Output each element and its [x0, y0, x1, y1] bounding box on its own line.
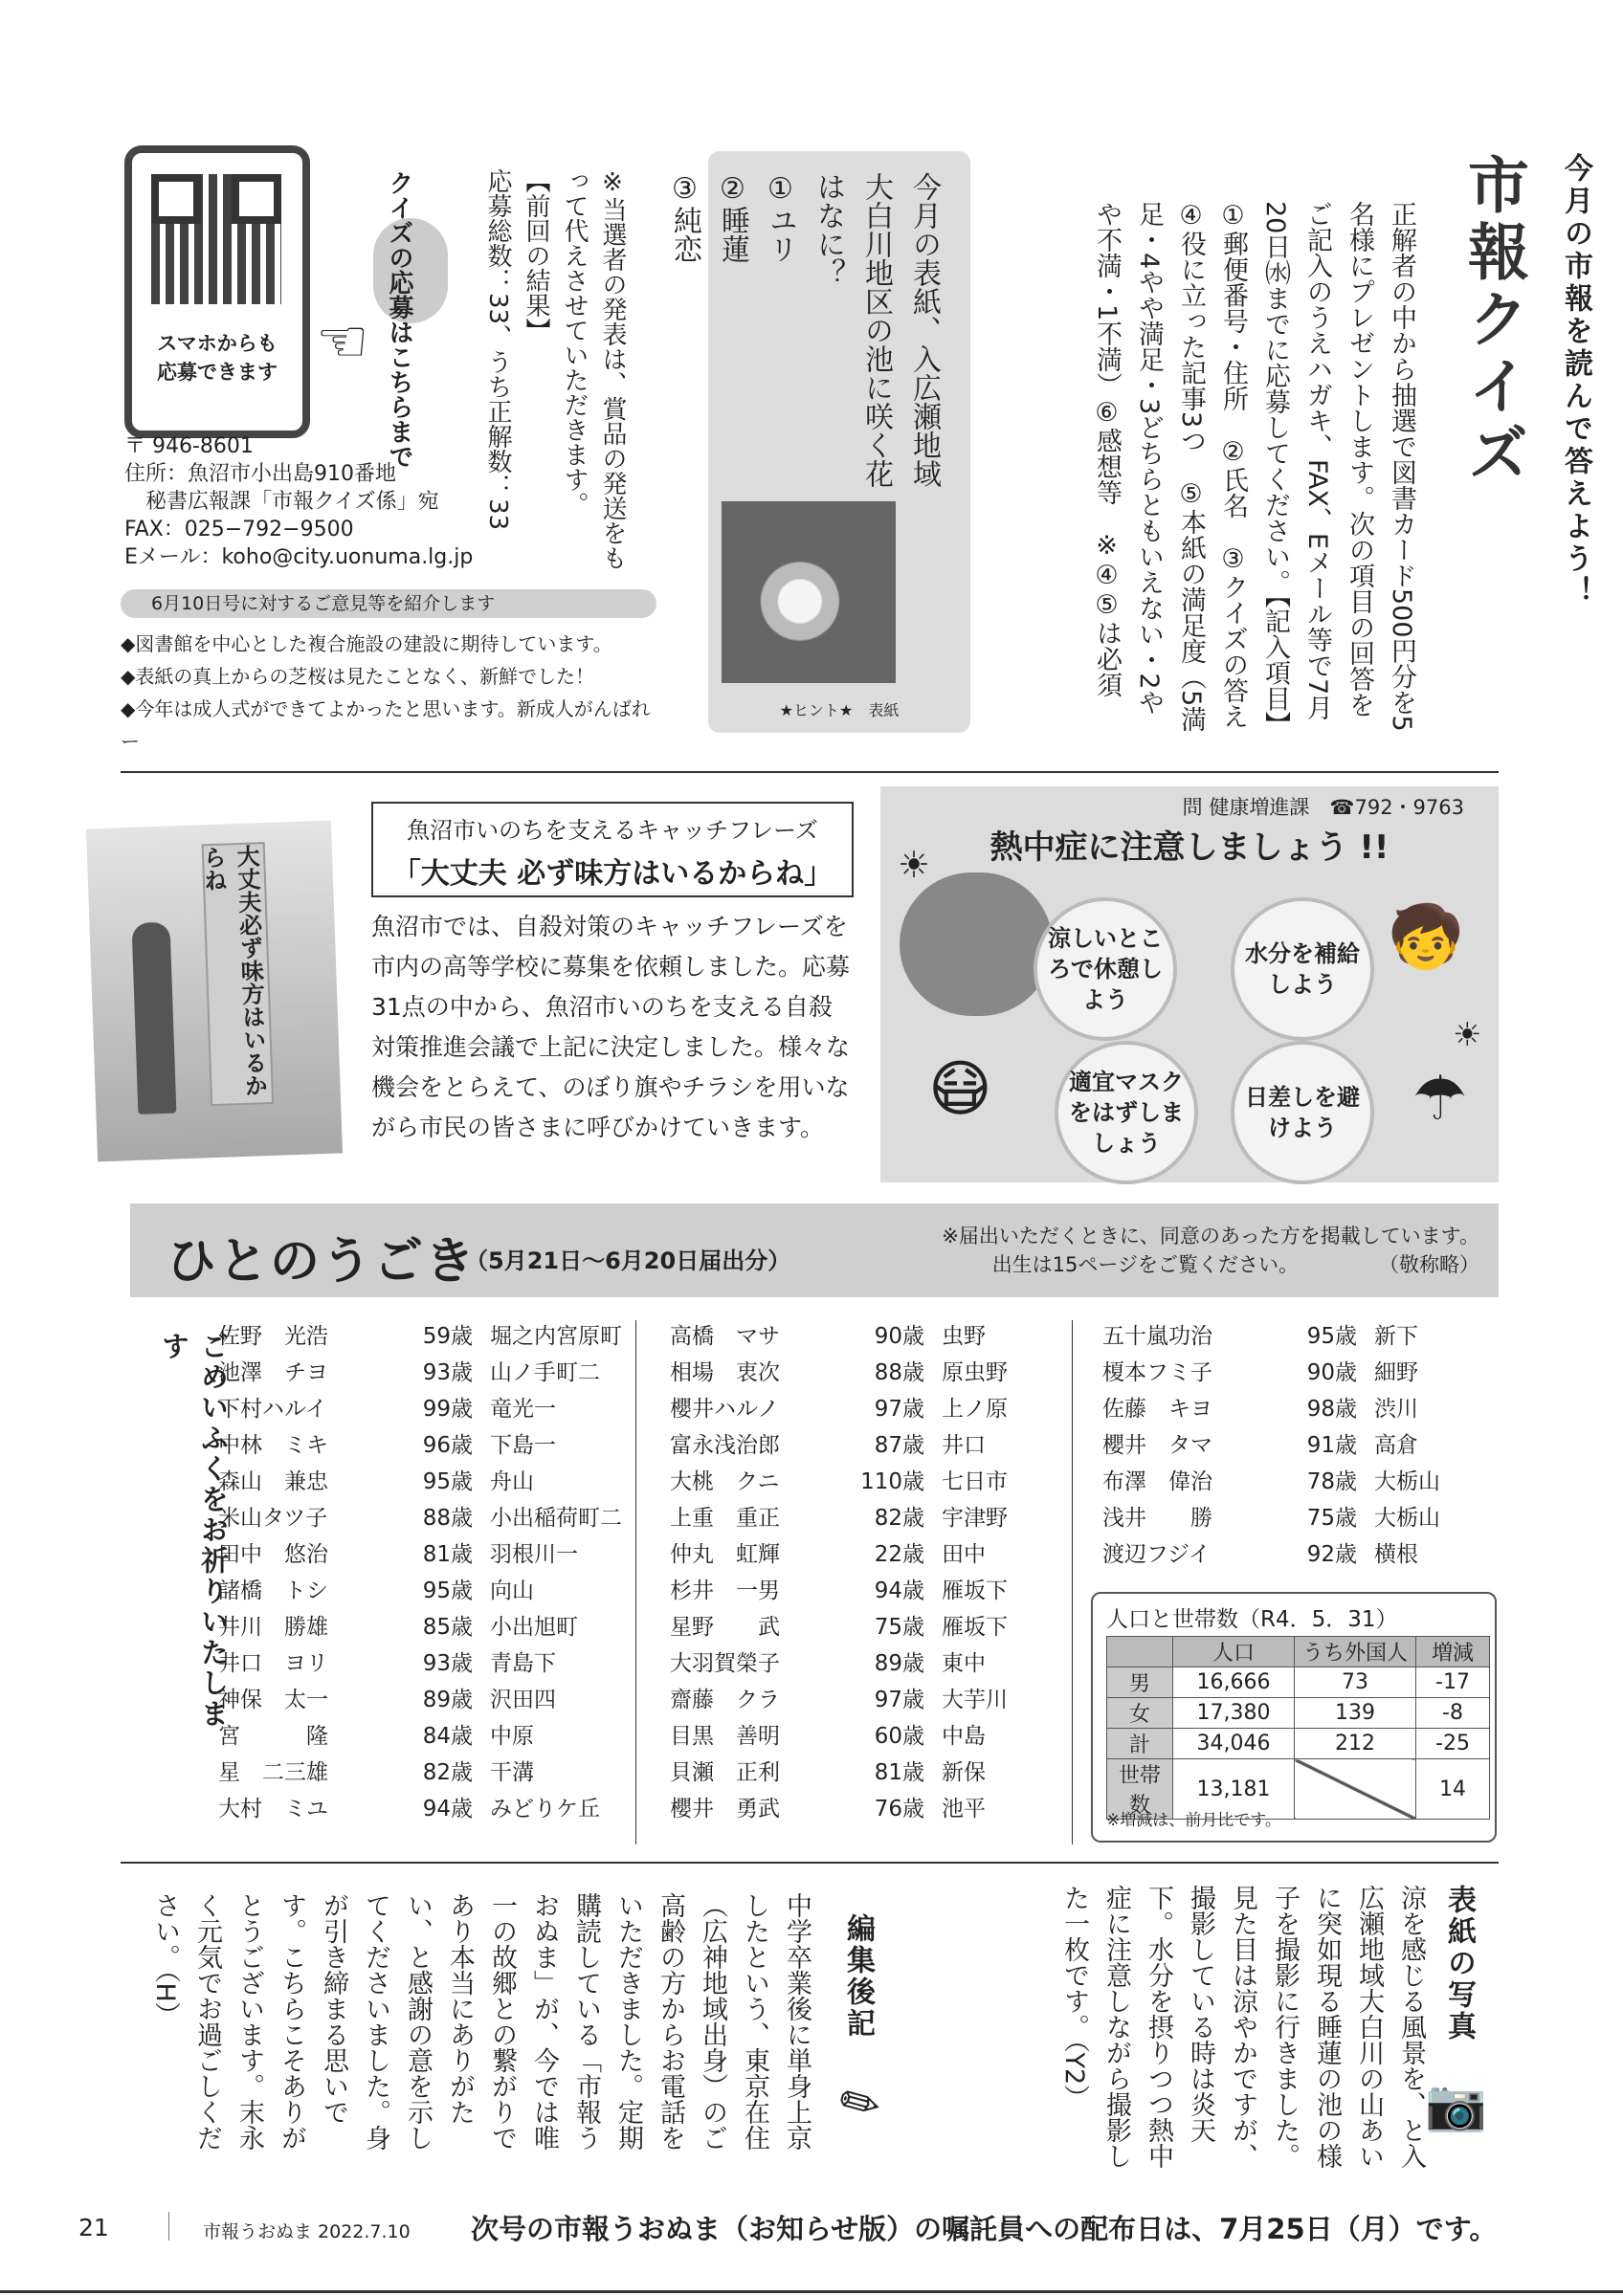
quiz-question-text: 今月の表紙、入広瀬地域大白川地区の池に咲く花はなに？ [812, 172, 941, 488]
obituary-age: 89歳 [874, 1651, 924, 1676]
qr-code-icon[interactable] [151, 174, 281, 304]
obituary-name: 佐野 光浩 [218, 1324, 328, 1349]
obituary-row [218, 1791, 634, 1827]
obituary-place: 高倉 [1374, 1433, 1418, 1458]
obituary-column-1 [218, 1318, 634, 1827]
obituary-row [670, 1500, 1085, 1536]
movements-note-2: 出生は15ページをご覧ください。 （敬称略） [991, 1253, 1479, 1276]
section-divider [121, 771, 1499, 773]
obituary-age: 93歳 [422, 1651, 473, 1676]
obituary-age: 90歳 [874, 1324, 924, 1349]
quiz-option-2: ②睡蓮 [716, 172, 749, 263]
obituary-age: 92歳 [1306, 1542, 1357, 1567]
obituary-age: 87歳 [874, 1433, 924, 1458]
street-address: 住所：魚沼市小出島910番地 [124, 462, 396, 486]
obituary-place: 虫野 [942, 1324, 986, 1349]
quiz-option-1: ①ユリ [764, 172, 797, 263]
obituary-name: 下村ハルイ [218, 1397, 327, 1422]
sun-icon: ☀ [898, 844, 931, 886]
quiz-note-text: ※当選者の発表は、賞品の発送をもって代えさせていただきます。 [560, 168, 627, 570]
obituary-row [670, 1318, 1085, 1355]
publication-info: 市報うおぬま 2022.7.10 [203, 2221, 411, 2242]
change-value: -8 [1416, 1698, 1490, 1729]
table-header-row [1107, 1637, 1490, 1667]
quiz-option-3: ③純恋 [668, 172, 701, 263]
population-value: 34,046 [1173, 1729, 1295, 1759]
obituary-row [1102, 1500, 1518, 1536]
obituary-age: 59歳 [422, 1324, 473, 1349]
obituary-name: 諸橋 トシ [218, 1578, 328, 1603]
table-header: 増減 [1416, 1637, 1490, 1667]
column-divider [1072, 1320, 1073, 1844]
obituary-row [218, 1645, 634, 1682]
obituary-name: 神保 太一 [218, 1688, 328, 1712]
mask-child-icon: 😷 [928, 1054, 992, 1125]
obituary-age: 99歳 [422, 1397, 473, 1422]
editor-heading: 編集後記 [841, 1913, 875, 2040]
obituary-row [670, 1391, 1085, 1427]
smartphone-frame [124, 145, 310, 438]
population-box [1091, 1592, 1497, 1843]
obituary-name: 大村 ミユ [218, 1797, 328, 1821]
obituary-row [218, 1318, 634, 1355]
obituary-name: 布澤 偉治 [1102, 1469, 1212, 1494]
heat-tip-rest: 涼しいところで休憩しよう [1034, 897, 1177, 1041]
population-title: 人口と世帯数（R4．5．31） [1106, 1607, 1398, 1632]
obituary-name: 櫻井ハルノ [670, 1397, 780, 1422]
obituary-age: 60歳 [874, 1724, 924, 1749]
foreign-value: 73 [1295, 1667, 1416, 1698]
table-header [1107, 1637, 1173, 1667]
cover-photo-body: 涼を感じる風景を、と入広瀬地域大白川の山あいに突如現る睡蓮の池の様子を撮影に行きました。見た目は涼やかですが、撮影している時は炎天下。水分を摂りつつ熱中症に注意しながら撮影した一枚です。（Y2） [1059, 1885, 1426, 2169]
obituary-place: 田中 [942, 1542, 986, 1567]
obituary-age: 98歳 [1306, 1397, 1357, 1422]
obituary-row [670, 1791, 1085, 1827]
obituary-name: 榎本フミ子 [1102, 1360, 1212, 1385]
prev-result: 応募総数：33、うち正解数：33 [483, 168, 512, 531]
row-label: 計 [1107, 1729, 1173, 1759]
obituary-place: 小出稲荷町二 [490, 1506, 622, 1531]
obituary-age: 96歳 [422, 1433, 473, 1458]
population-table [1106, 1636, 1490, 1820]
quiz-notes [478, 168, 632, 580]
population-value: 17,380 [1173, 1698, 1295, 1729]
obituary-name: 齋藤 クラ [670, 1688, 780, 1712]
heatstroke-contact: 問 健康増進課 ☎792・9763 [1182, 796, 1464, 819]
obituary-place: 沢田四 [490, 1688, 556, 1712]
quiz-address [124, 432, 473, 571]
obituary-name: 大桃 クニ [670, 1469, 780, 1494]
obituary-row [1102, 1536, 1518, 1573]
fax-number: FAX：025−792−9500 [124, 518, 354, 541]
obituary-row [218, 1682, 634, 1718]
obituary-age: 84歳 [422, 1724, 473, 1749]
obituary-row [670, 1536, 1085, 1573]
obituary-age: 85歳 [422, 1615, 473, 1640]
obituary-column-2 [670, 1318, 1085, 1827]
heat-tip-mask: 適宜マスクをはずしましょう [1055, 1041, 1198, 1184]
obituary-place: 細野 [1374, 1360, 1418, 1385]
obituary-row [670, 1755, 1085, 1791]
camera-icon: 📷 [1425, 2077, 1487, 2134]
obituary-place: 新保 [942, 1760, 986, 1785]
qr-caption [132, 329, 302, 386]
obituary-row [218, 1755, 634, 1791]
obituary-name: 杉井 一男 [670, 1578, 780, 1603]
obituary-row [670, 1718, 1085, 1755]
obituary-age: 93歳 [422, 1360, 473, 1385]
obituary-name: 櫻井 勇武 [670, 1797, 780, 1821]
obituary-place: 宇津野 [942, 1506, 1008, 1531]
obituary-place: 新下 [1374, 1324, 1418, 1349]
quiz-kicker: 今月の市報を読んで答えよう！ [1559, 153, 1592, 608]
table-row [1107, 1667, 1490, 1698]
umbrella-child-icon: ☂ [1412, 1064, 1468, 1135]
obituary-name: 中林 ミキ [218, 1433, 328, 1458]
catchphrase-heading [371, 802, 854, 897]
obituary-age: 82歳 [422, 1760, 473, 1785]
quiz-hint: ★ヒント★ 表紙 [779, 701, 900, 719]
obituary-place: 中島 [942, 1724, 986, 1749]
catchphrase-photo [86, 821, 343, 1162]
obituary-place: 雁坂下 [942, 1578, 1008, 1603]
obituary-place: 羽根川一 [490, 1542, 578, 1567]
tree-illustration [900, 872, 1053, 1016]
obituary-name: 仲丸 虹輝 [670, 1542, 780, 1567]
obituary-age: 81歳 [422, 1542, 473, 1567]
obituary-place: 大芋川 [942, 1688, 1008, 1712]
obituary-age: 82歳 [874, 1506, 924, 1531]
row-label: 世帯数 [1107, 1759, 1173, 1820]
obituary-place: 雁坂下 [942, 1615, 1008, 1640]
obituary-age: 76歳 [874, 1797, 924, 1821]
obituary-place: 舟山 [490, 1469, 534, 1494]
obituary-name: 渡辺フジイ [1102, 1542, 1211, 1567]
obituary-row [1102, 1355, 1518, 1391]
obituary-place: 大栃山 [1374, 1469, 1440, 1494]
pointing-hand-icon: ☜ [316, 306, 369, 376]
obituary-name: 富永浅治郎 [670, 1433, 780, 1458]
feedback-item: ◆表紙の真上からの芝桜は見たことなく、新鮮でした！ [121, 665, 594, 688]
postal-code: 〒 946-8601 [124, 434, 254, 458]
obituary-age: 88歳 [874, 1360, 924, 1385]
obituary-row [218, 1500, 634, 1536]
obituary-age: 75歳 [1306, 1506, 1357, 1531]
catchphrase-subtitle: 魚沼市いのちを支えるキャッチフレーズ [407, 817, 818, 844]
qr-caption-line-2: 応募できます [157, 361, 278, 384]
person-figure [131, 922, 176, 1115]
obituary-age: 78歳 [1306, 1469, 1357, 1494]
obituary-row [218, 1391, 634, 1427]
obituary-row [218, 1355, 634, 1391]
table-header: 人口 [1173, 1637, 1295, 1667]
obituary-age: 89歳 [422, 1688, 473, 1712]
page-number: 21 [78, 2214, 109, 2241]
prev-result-label: 【前回の結果】 [522, 168, 550, 342]
obituary-age: 94歳 [422, 1797, 473, 1821]
obituary-row [670, 1464, 1085, 1500]
obituary-age: 91歳 [1306, 1433, 1357, 1458]
obituary-row [218, 1427, 634, 1464]
cover-photo-heading: 表紙の写真 [1442, 1885, 1476, 2042]
feedback-header: 6月10日号に対するご意見等を紹介します [121, 589, 656, 618]
obituary-place: 干溝 [490, 1760, 534, 1785]
heatstroke-title: 熱中症に注意しましょう !! [989, 828, 1390, 867]
condolence-text: ごめいふくをお祈りいたします [158, 1332, 230, 1730]
obituary-row [670, 1427, 1085, 1464]
obituary-row [218, 1464, 634, 1500]
row-label: 女 [1107, 1698, 1173, 1729]
obituary-name: 星野 武 [670, 1615, 780, 1640]
footer-divider [168, 2212, 169, 2241]
obituary-place: 向山 [490, 1578, 534, 1603]
obituary-place: 堀之内宮原町 [490, 1324, 622, 1349]
heatstroke-panel [880, 786, 1499, 1182]
households-foreign [1295, 1759, 1416, 1820]
obituary-name: 五十嵐功治 [1102, 1324, 1212, 1349]
obituary-name: 浅井 勝 [1102, 1506, 1212, 1531]
obituary-row [670, 1645, 1085, 1682]
obituary-place: 七日市 [942, 1469, 1008, 1494]
foreign-value: 212 [1295, 1729, 1416, 1759]
change-value: -25 [1416, 1729, 1490, 1759]
row-label: 男 [1107, 1667, 1173, 1698]
obituary-age: 97歳 [874, 1397, 924, 1422]
households-value: 13,181 [1173, 1759, 1295, 1820]
email-address[interactable]: Eメール：koho@city.uonuma.lg.jp [124, 545, 474, 569]
obituary-name: 宮 隆 [218, 1724, 328, 1749]
obituary-name: 目黒 善明 [670, 1724, 780, 1749]
heat-tip-water: 水分を補給しよう [1231, 897, 1374, 1041]
movements-title: ひとのうごき [167, 1233, 478, 1291]
obituary-name: 池澤 チヨ [218, 1360, 328, 1385]
obituary-name: 高橋 マサ [670, 1324, 780, 1349]
obituary-place: 上ノ原 [942, 1397, 1008, 1422]
obituary-place: 下島一 [490, 1433, 556, 1458]
obituary-age: 94歳 [874, 1578, 924, 1603]
obituary-name: 大羽賀榮子 [670, 1651, 780, 1676]
obituary-place: 原虫野 [942, 1360, 1008, 1385]
obituary-age: 22歳 [874, 1542, 924, 1567]
obituary-place: 池平 [942, 1797, 986, 1821]
obituary-row [670, 1573, 1085, 1609]
obituary-name: 田中 悠治 [218, 1542, 328, 1567]
obituary-name: 相場 衷次 [670, 1360, 780, 1385]
obituary-name: 井口 ヨリ [218, 1651, 328, 1676]
obituary-place: 青島下 [490, 1651, 556, 1676]
movements-header [130, 1203, 1499, 1297]
heat-tip-shade: 日差しを避けよう [1231, 1041, 1374, 1184]
obituary-age: 81歳 [874, 1760, 924, 1785]
pen-icon: ✎ [829, 2069, 892, 2138]
feedback-item: ◆図書館を中心とした複合施設の建設に期待しています。 [121, 632, 612, 655]
banner-flag: 大丈夫必ず味方はいるからね [202, 842, 275, 1106]
obituary-place: 山ノ手町二 [490, 1360, 600, 1385]
drinking-child-icon: 🧒 [1388, 902, 1464, 973]
obituary-row [218, 1536, 634, 1573]
obituary-row [1102, 1464, 1518, 1500]
obituary-name: 星 二三雄 [218, 1760, 328, 1785]
households-change: 14 [1416, 1759, 1490, 1820]
table-row [1107, 1729, 1490, 1759]
obituary-name: 櫻井 タマ [1102, 1433, 1212, 1458]
column-divider [635, 1320, 636, 1844]
obituary-place: 渋川 [1374, 1397, 1418, 1422]
obituary-age: 90歳 [1306, 1360, 1357, 1385]
obituary-name: 井川 勝雄 [218, 1615, 328, 1640]
obituary-age: 97歳 [874, 1688, 924, 1712]
population-note: ※増減は、前月比です。 [1106, 1811, 1281, 1830]
obituary-age: 95歳 [422, 1578, 473, 1603]
quiz-title: 市報クイズ [1457, 153, 1528, 488]
page-bottom-rule [0, 2290, 1623, 2293]
obituary-place: 横根 [1374, 1542, 1418, 1567]
feedback-list [121, 628, 666, 758]
obituary-age: 95歳 [422, 1469, 473, 1494]
obituary-row [218, 1609, 634, 1645]
obituary-name: 貝瀬 正利 [670, 1760, 780, 1785]
qr-caption-line-1: スマホからも [157, 332, 278, 355]
obituary-row [218, 1718, 634, 1755]
apply-label: クイズの応募はこちらまで [385, 170, 413, 469]
obituary-age: 95歳 [1306, 1324, 1357, 1349]
catchphrase-body: 魚沼市では、自殺対策のキャッチフレーズを市内の高等学校に募集を依頼しました。応募31点の中から、魚沼市いのちを支える自殺対策推進会議で上記に決定しました。様々な機会をとらえて、のぼり旗やチラシを用いながら市民の皆さまに呼びかけていきます。 [371, 913, 851, 1141]
movements-note: ※届出いただくときに、同意のあった方を掲載しています。 [942, 1225, 1479, 1247]
obituary-row [218, 1573, 634, 1609]
section-divider [121, 1862, 1499, 1864]
obituary-age: 75歳 [874, 1615, 924, 1640]
obituary-name: 米山タツ子 [218, 1506, 328, 1531]
obituary-place: 大栃山 [1374, 1506, 1440, 1531]
change-value: -17 [1416, 1667, 1490, 1698]
table-row [1107, 1698, 1490, 1729]
feedback-item: ◆今年は成人式ができてよかったと思います。新成人がんばれー [121, 697, 651, 753]
obituary-age: 110歳 [860, 1469, 924, 1494]
obituary-place: 井口 [942, 1433, 986, 1458]
obituary-column-3 [1102, 1318, 1518, 1573]
table-header: うち外国人 [1295, 1637, 1416, 1667]
quiz-question-box [668, 151, 970, 733]
next-issue-notice: 次号の市報うおぬま（お知らせ版）の嘱託員への配布日は、7月25日（月）です。 [471, 2213, 1498, 2245]
obituary-row [1102, 1391, 1518, 1427]
obituary-place: 竜光一 [490, 1397, 556, 1422]
obituary-row [670, 1355, 1085, 1391]
obituary-place: 小出旭町 [490, 1615, 578, 1640]
obituary-place: 中原 [490, 1724, 534, 1749]
catchphrase-main: 「大丈夫 必ず味方はいるからね」 [391, 857, 834, 891]
obituary-row [1102, 1318, 1518, 1355]
quiz-body: 正解者の中から抽選で図書カード500円分を5名様にプレゼントします。次の項目の回答をご記入のうえハガキ、FAX、Eメール等で7月20日㈬までに応募してください。【記入項目】①郵便番号・住所 ②氏名 ③クイズの答え ④役に立った記事3つ ⑤本紙の満足度（5満足・4やや満足・3どちらともいえない・2やや不満・1不満）⑥感想等 ※④⑤は必須 [1092, 201, 1416, 755]
department: 秘書広報課「市報クイズ係」宛 [124, 490, 439, 514]
obituary-name: 佐藤 キヨ [1102, 1397, 1212, 1422]
water-lily-photo [722, 501, 896, 683]
obituary-row [670, 1682, 1085, 1718]
obituary-name: 森山 兼忠 [218, 1469, 328, 1494]
obituary-row [1102, 1427, 1518, 1464]
population-value: 16,666 [1173, 1667, 1295, 1698]
quiz-question [660, 172, 947, 497]
obituary-name: 上重 重正 [670, 1506, 780, 1531]
obituary-row [670, 1609, 1085, 1645]
obituary-place: みどりケ丘 [490, 1797, 600, 1821]
movements-range: （5月21日～6月20日届出分） [465, 1247, 791, 1274]
editor-body: 中学卒業後に単身上京したという、東京在住（広神地域出身）のご高齢の方からお電話をいただきました。定期購読している「市報うおぬま」が、今では唯一の故郷との繋がりであり本当にありがたい、と感謝の意を示してくださいました。身が引き締まる思いです。こちらこそありがとうございます。末永く元気でお過ごしください。（H） [150, 1892, 812, 2151]
foreign-value: 139 [1295, 1698, 1416, 1729]
obituary-age: 88歳 [422, 1506, 473, 1531]
sun-icon: ☀ [1453, 1016, 1482, 1054]
obituary-place: 東中 [942, 1651, 986, 1676]
